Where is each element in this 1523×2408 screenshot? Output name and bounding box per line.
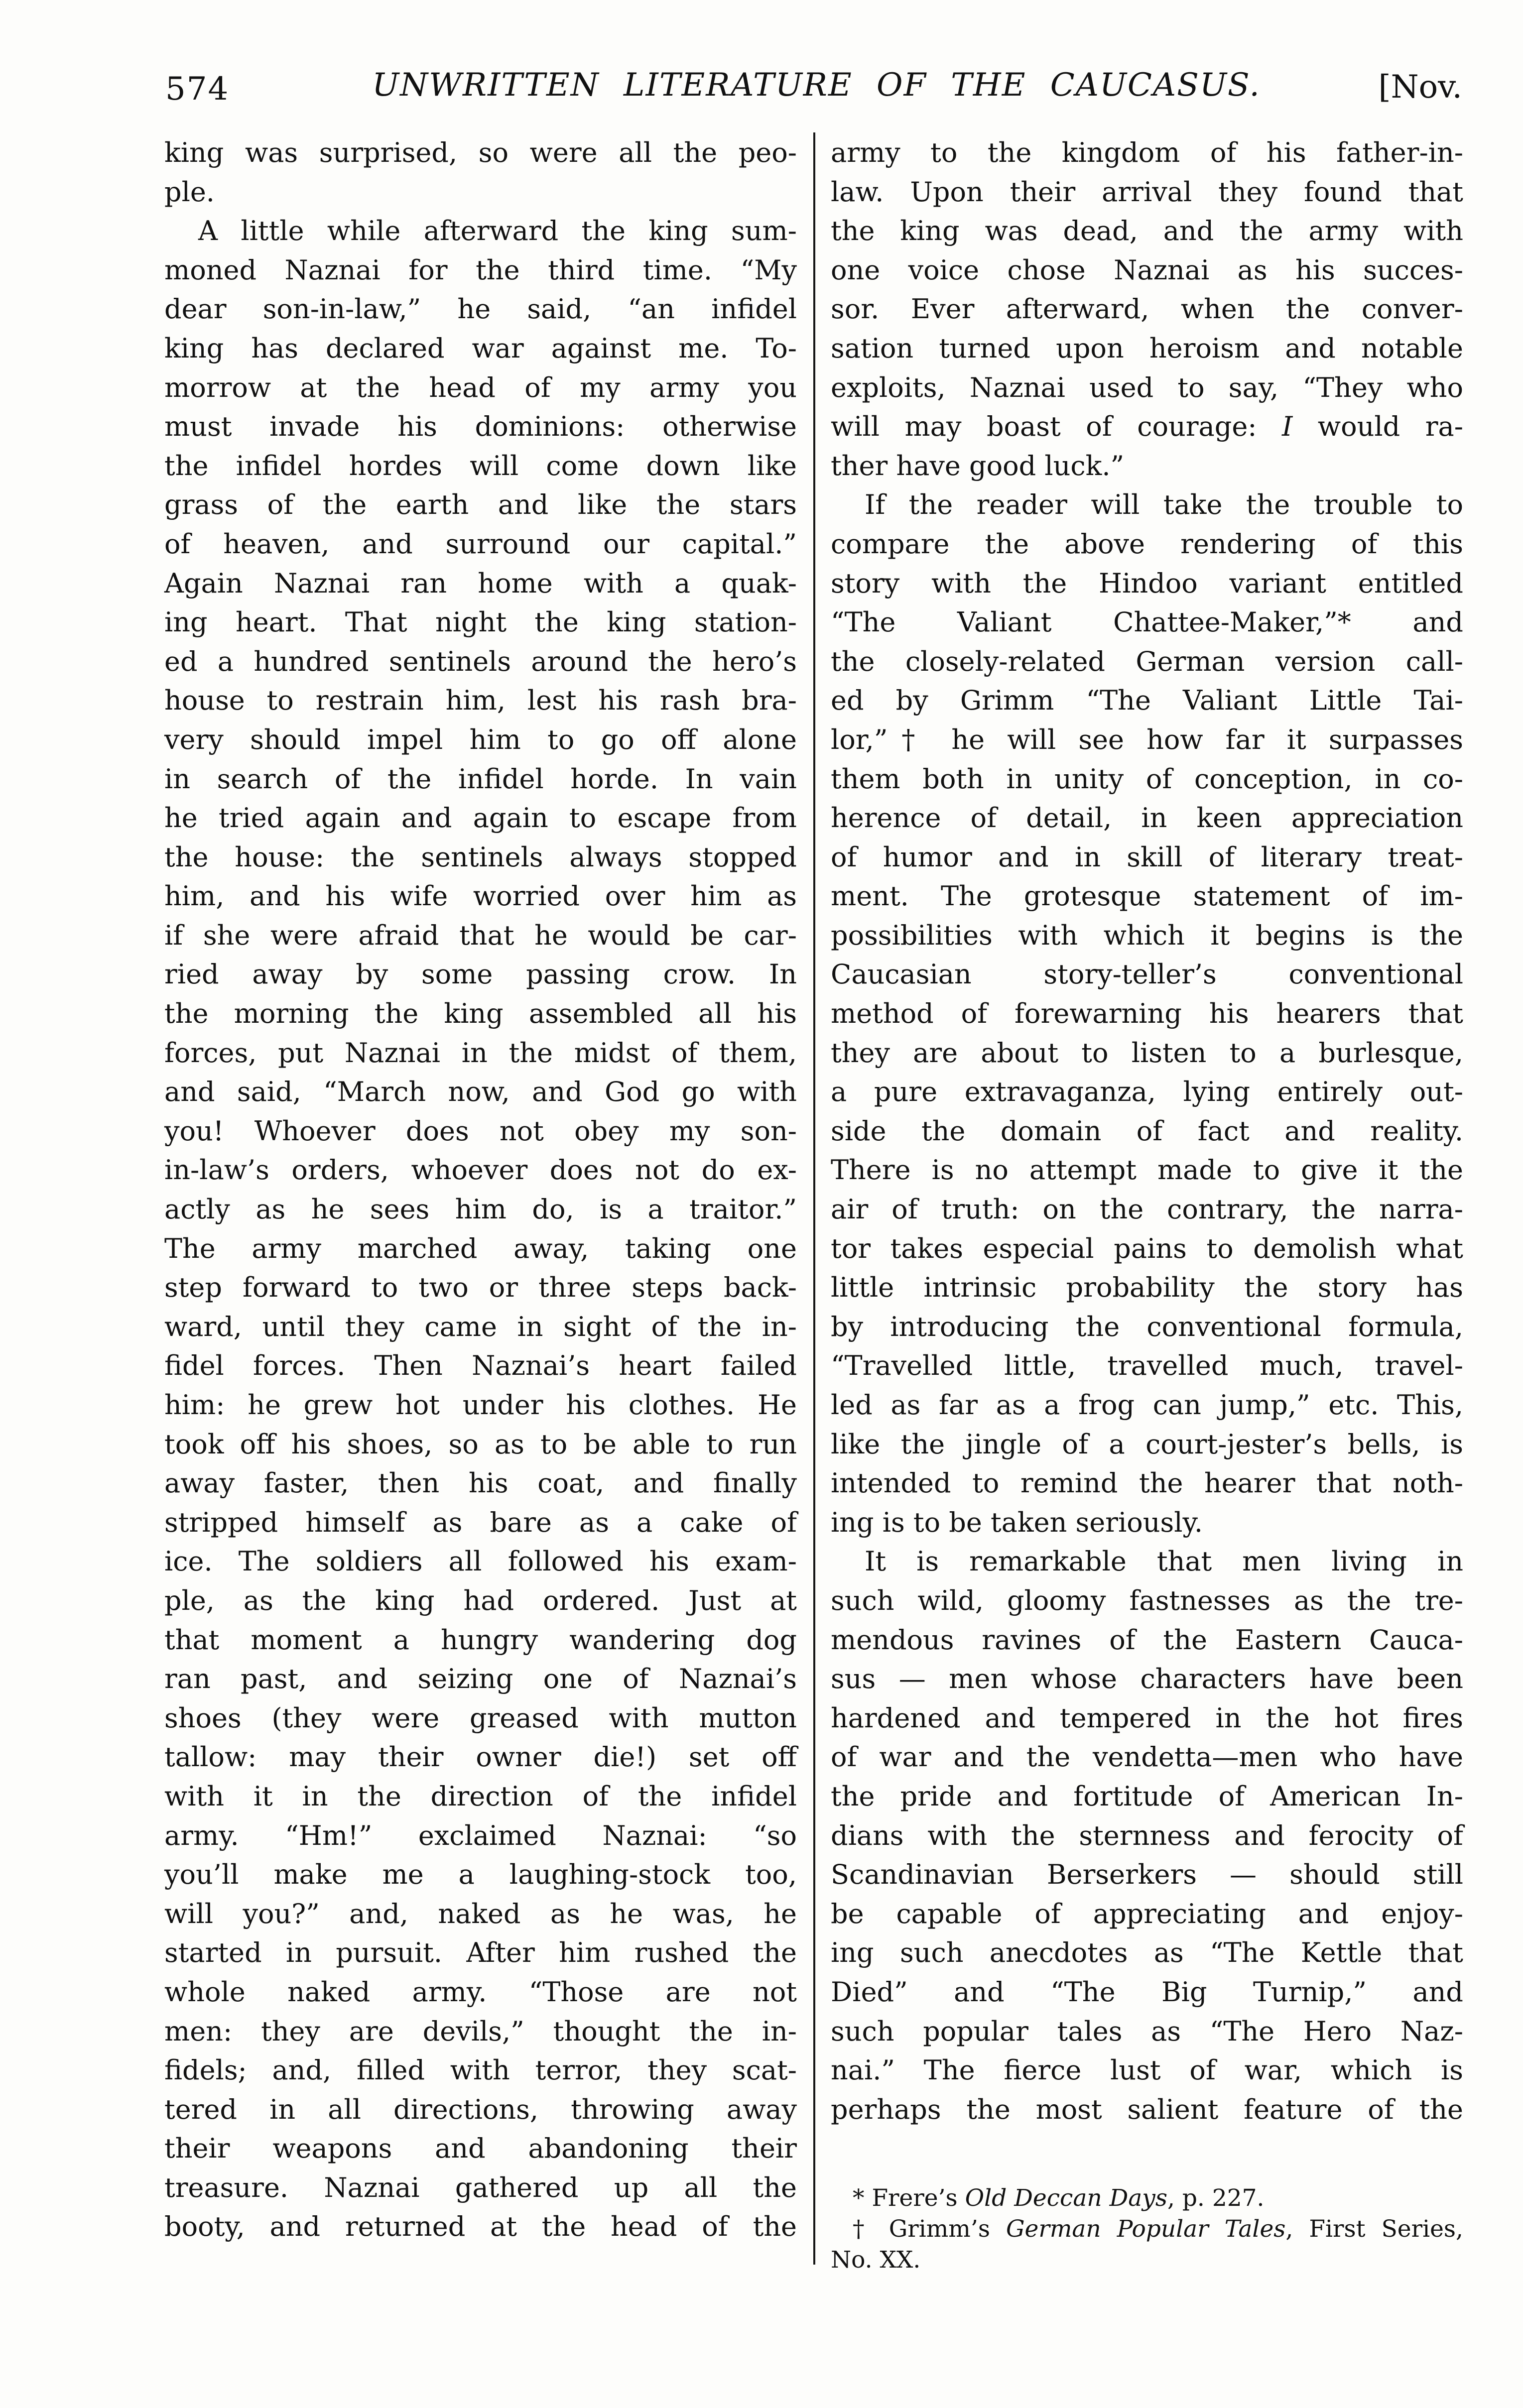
text-line: mendous ravines of the Eastern Cauca- <box>831 1624 1463 1656</box>
text-line: the morning the king assembled all his <box>164 998 797 1030</box>
column-divider <box>813 132 815 2265</box>
text-line: treasure. Naznai gathered up all the <box>164 2171 797 2203</box>
text-line: of humor and in skill of literary treat- <box>831 841 1463 873</box>
text-line: of war and the vendetta—men who have <box>831 1741 1463 1773</box>
text-line: tallow: may their owner die!) set off <box>164 1741 797 1773</box>
text-line: whole naked army. “Those are not <box>164 1976 797 2008</box>
text-line: him, and his wife worried over him as <box>164 880 797 912</box>
text-line: one voice chose Naznai as his succes- <box>831 254 1463 286</box>
text-line: ing such anecdotes as “The Kettle that <box>831 1937 1463 1969</box>
text-line: him: he grew hot under his clothes. He <box>164 1389 797 1421</box>
text-line: by introducing the conventional formula, <box>831 1311 1463 1342</box>
text-line: dians with the sternness and ferocity of <box>831 1819 1463 1851</box>
text-line: you! Whoever does not obey my son- <box>164 1115 797 1147</box>
text-line: in search of the infidel horde. In vain <box>164 763 797 795</box>
text-line: that moment a hungry wandering dog <box>164 1624 797 1656</box>
text-line: ed by Grimm “The Valiant Little Tai- <box>831 685 1463 717</box>
text-line: law. Upon their arrival they found that <box>831 176 1463 208</box>
text-line: men: they are devils,” thought the in- <box>164 2015 797 2047</box>
text-line: army to the kingdom of his father-in- <box>831 137 1463 168</box>
text-line: Scandinavian Berserkers — should still <box>831 1859 1463 1891</box>
text-line: shoes (they were greased with mutton <box>164 1702 797 1734</box>
text-line: sation turned upon heroism and notable <box>831 332 1463 364</box>
text-line: step forward to two or three steps back- <box>164 1272 797 1304</box>
text-line: ple, as the king had ordered. Just at <box>164 1584 797 1616</box>
text-line: ed a hundred sentinels around the hero’s <box>164 645 797 677</box>
text-line: dear son-in-law,” he said, “an infidel <box>164 293 797 325</box>
text-line: exploits, Naznai used to say, “They who <box>831 371 1463 403</box>
text-line: intended to remind the hearer that noth- <box>831 1467 1463 1499</box>
text-line: If the reader will take the trouble to <box>865 489 1463 521</box>
text-line: such popular tales as “The Hero Naz- <box>831 2015 1463 2047</box>
text-line: ried away by some passing crow. In <box>164 959 797 990</box>
text-line: will may boast of courage: I would ra- <box>831 411 1463 443</box>
text-line: ing is to be taken seriously. <box>831 1506 1203 1538</box>
text-line: a pure extravaganza, lying entirely out- <box>831 1076 1463 1108</box>
text-line: ran past, and seizing one of Naznai’s <box>164 1663 797 1695</box>
page-number: 574 <box>165 71 230 108</box>
text-line: grass of the earth and like the stars <box>164 489 797 521</box>
text-line: There is no attempt made to give it the <box>831 1154 1463 1186</box>
text-line: in-law’s orders, whoever does not do ex- <box>164 1154 797 1186</box>
text-line: tor takes especial pains to demolish what <box>831 1232 1463 1264</box>
text-line: morrow at the head of my army you <box>164 371 797 403</box>
text-line: method of forewarning his hearers that <box>831 998 1463 1030</box>
text-line: led as far as a frog can jump,” etc. This, <box>831 1389 1463 1421</box>
text-line: like the jingle of a court-jester’s bells, is <box>831 1428 1463 1460</box>
text-line: The army marched away, taking one <box>164 1232 797 1264</box>
text-line: tered in all directions, throwing away <box>164 2093 797 2125</box>
footnote-line: † Grimm’s German Popular Tales, First Series, <box>853 2215 1463 2243</box>
text-line: ple. <box>164 176 215 208</box>
text-line: the pride and fortitude of American In- <box>831 1780 1463 1812</box>
text-line: them both in unity of conception, in co- <box>831 763 1463 795</box>
text-line: Again Naznai ran home with a quak- <box>164 567 797 599</box>
text-line: stripped himself as bare as a cake of <box>164 1506 797 1538</box>
text-line: ing heart. That night the king station- <box>164 606 797 638</box>
footnote-line: * Frere’s Old Deccan Days, p. 227. <box>853 2184 1265 2212</box>
text-line: Caucasian story-teller’s conventional <box>831 959 1463 990</box>
text-line: ward, until they came in sight of the in- <box>164 1311 797 1342</box>
text-line: they are about to listen to a burlesque, <box>831 1037 1463 1069</box>
text-line: if she were afraid that he would be car- <box>164 919 797 951</box>
text-line: started in pursuit. After him rushed the <box>164 1937 797 1969</box>
text-line: away faster, then his coat, and finally <box>164 1467 797 1499</box>
text-line: forces, put Naznai in the midst of them, <box>164 1037 797 1069</box>
text-line: will you?” and, naked as he was, he <box>164 1898 797 1929</box>
text-line: the closely-related German version call- <box>831 645 1463 677</box>
text-line: took off his shoes, so as to be able to run <box>164 1428 797 1460</box>
text-line: with it in the direction of the infidel <box>164 1780 797 1812</box>
text-line: air of truth: on the contrary, the narra- <box>831 1194 1463 1225</box>
text-line: actly as he sees him do, is a traitor.” <box>164 1194 797 1225</box>
footnotes <box>831 2183 1463 2276</box>
text-line: sor. Ever afterward, when the conver- <box>831 293 1463 325</box>
running-title: UNWRITTEN LITERATURE OF THE CAUCASUS. <box>372 67 1261 104</box>
right-column <box>831 133 1463 2129</box>
footnote-line: No. XX. <box>831 2246 921 2274</box>
text-line: “Travelled little, travelled much, travel- <box>831 1350 1463 1382</box>
text-line: must invade his dominions: otherwise <box>164 411 797 443</box>
text-line: king has declared war against me. To- <box>164 332 797 364</box>
text-line: moned Naznai for the third time. “My <box>164 254 797 286</box>
text-line: fidel forces. Then Naznai’s heart failed <box>164 1350 797 1382</box>
text-line: “The Valiant Chattee-Maker,”* and <box>831 606 1463 638</box>
text-line: lor,”† he will see how far it surpasses <box>831 723 1463 755</box>
text-line: story with the Hindoo variant entitled <box>831 567 1463 599</box>
text-line: you’ll make me a laughing-stock too, <box>164 1859 797 1891</box>
text-line: the house: the sentinels always stopped <box>164 841 797 873</box>
text-line: hardened and tempered in the hot fires <box>831 1702 1463 1734</box>
text-line: the king was dead, and the army with <box>831 215 1463 247</box>
text-line: perhaps the most salient feature of the <box>831 2093 1463 2125</box>
text-line: the infidel hordes will come down like <box>164 450 797 482</box>
text-line: little intrinsic probability the story has <box>831 1272 1463 1304</box>
text-line: fidels; and, filled with terror, they scat- <box>164 2054 797 2086</box>
text-line: booty, and returned at the head of the <box>164 2211 797 2243</box>
text-line: house to restrain him, lest his rash bra- <box>164 685 797 717</box>
text-line: ment. The grotesque statement of im- <box>831 880 1463 912</box>
text-line: be capable of appreciating and enjoy- <box>831 1898 1463 1929</box>
text-line: of heaven, and surround our capital.” <box>164 528 797 560</box>
text-line: side the domain of fact and reality. <box>831 1115 1463 1147</box>
text-line: and said, “March now, and God go with <box>164 1076 797 1108</box>
text-line: possibilities with which it begins is the <box>831 919 1463 951</box>
text-line: A little while afterward the king sum- <box>198 215 797 247</box>
text-line: king was surprised, so were all the peo- <box>164 137 797 168</box>
text-line: Died” and “The Big Turnip,” and <box>831 1976 1463 2008</box>
text-line: ice. The soldiers all followed his exam- <box>164 1546 797 1577</box>
text-line: herence of detail, in keen appreciation <box>831 802 1463 834</box>
text-line: he tried again and again to escape from <box>164 802 797 834</box>
issue-label: [Nov. <box>1378 69 1462 106</box>
text-line: very should impel him to go off alone <box>164 723 797 755</box>
text-line: sus — men whose characters have been <box>831 1663 1463 1695</box>
text-line: compare the above rendering of this <box>831 528 1463 560</box>
text-line: their weapons and abandoning their <box>164 2133 797 2165</box>
left-column <box>164 133 797 2247</box>
text-line: It is remarkable that men living in <box>865 1546 1463 1577</box>
text-line: army. “Hm!” exclaimed Naznai: “so <box>164 1819 797 1851</box>
text-line: ther have good luck.” <box>831 450 1125 482</box>
text-line: nai.” The fierce lust of war, which is <box>831 2054 1463 2086</box>
text-line: such wild, gloomy fastnesses as the tre- <box>831 1584 1463 1616</box>
